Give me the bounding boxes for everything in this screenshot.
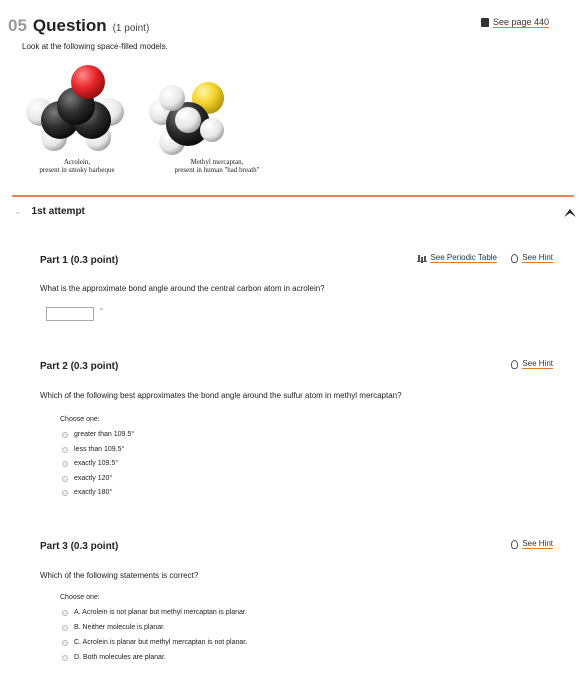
part-1-hint-link[interactable] bbox=[511, 253, 553, 263]
part-2-choose-label: Choose one: bbox=[60, 416, 100, 423]
part-2-option[interactable] bbox=[62, 475, 112, 482]
book-icon bbox=[481, 18, 489, 27]
part-2-option[interactable] bbox=[62, 446, 124, 453]
question-intro: Look at the following space-filled models. bbox=[22, 42, 168, 51]
methyl-mercaptan-model bbox=[149, 82, 224, 155]
periodic-table-link[interactable] bbox=[417, 253, 497, 263]
chevron-down-icon[interactable]: ⌄ bbox=[14, 206, 22, 216]
option-label: C. Acrolein is planar but methyl mercaptan is not planar. bbox=[74, 639, 248, 646]
radio-button[interactable] bbox=[62, 640, 68, 646]
option-label: exactly 109.5° bbox=[74, 460, 119, 467]
radio-button[interactable] bbox=[62, 461, 68, 467]
option-label: greater than 109.5° bbox=[74, 431, 135, 438]
collapse-arrow-icon[interactable] bbox=[563, 206, 577, 218]
option-label: A. Acrolein is not planar but methyl mercaptan is planar. bbox=[74, 609, 247, 616]
periodic-table-label: See Periodic Table bbox=[430, 253, 497, 262]
answer-degree-suffix: ° bbox=[100, 308, 103, 315]
acrolein-name: Acrolein, bbox=[63, 158, 91, 166]
question-number: 05 bbox=[8, 16, 27, 35]
question-points: (1 point) bbox=[112, 23, 150, 34]
attempt-header[interactable] bbox=[14, 206, 85, 217]
see-page-link[interactable] bbox=[481, 17, 549, 28]
radio-button[interactable] bbox=[62, 490, 68, 496]
part-3-option[interactable] bbox=[62, 639, 247, 646]
part-1-hint-label: See Hint bbox=[522, 253, 553, 262]
lightbulb-icon bbox=[511, 254, 518, 263]
radio-button[interactable] bbox=[62, 447, 68, 453]
section-divider bbox=[12, 195, 574, 197]
part-2-option[interactable] bbox=[62, 431, 134, 438]
option-label: exactly 120° bbox=[74, 475, 113, 482]
radio-button[interactable] bbox=[62, 432, 68, 438]
radio-button[interactable] bbox=[62, 625, 68, 631]
part-2-title: Part 2 (0.3 point) bbox=[40, 361, 119, 372]
part-2-option[interactable] bbox=[62, 460, 118, 467]
molecule-models bbox=[12, 62, 292, 182]
methyl-mercaptan-note: present in human "bad breath" bbox=[174, 166, 260, 174]
part-3-option[interactable] bbox=[62, 609, 247, 616]
radio-button[interactable] bbox=[62, 610, 68, 616]
methyl-mercaptan-name: Methyl mercaptan, bbox=[190, 158, 244, 166]
part-1-prompt: What is the approximate bond angle around the central carbon atom in acrolein? bbox=[40, 284, 325, 293]
part-3-hint-link[interactable] bbox=[511, 539, 553, 549]
part-3-option[interactable] bbox=[62, 624, 165, 631]
part-2-hint-link[interactable] bbox=[511, 359, 553, 369]
molecule-models-image bbox=[12, 62, 292, 160]
part-3-choose-label: Choose one: bbox=[60, 594, 100, 601]
acrolein-note: present in smoky barbeque bbox=[39, 166, 115, 174]
part-2-prompt: Which of the following best approximates the bond angle around the sulfur atom in methyl mercaptan? bbox=[40, 391, 402, 400]
question-title: Question bbox=[32, 16, 107, 35]
option-label: D. Both molecules are planar. bbox=[74, 654, 166, 661]
acrolein-model bbox=[26, 65, 124, 151]
methyl-mercaptan-caption bbox=[142, 158, 292, 174]
part-3-title: Part 3 (0.3 point) bbox=[40, 541, 119, 552]
see-page-label: See page 440 bbox=[492, 17, 549, 27]
lightbulb-icon bbox=[511, 540, 518, 549]
part-3-hint-label: See Hint bbox=[522, 539, 553, 548]
part-1-title: Part 1 (0.3 point) bbox=[40, 255, 119, 266]
attempt-label: 1st attempt bbox=[31, 206, 85, 217]
option-label: less than 109.5° bbox=[74, 446, 125, 453]
option-label: B. Neither molecule is planar. bbox=[74, 624, 166, 631]
part-3-prompt: Which of the following statements is correct? bbox=[40, 571, 199, 580]
periodic-table-icon bbox=[417, 254, 427, 262]
part-1-answer-input[interactable] bbox=[46, 307, 94, 321]
radio-button[interactable] bbox=[62, 655, 68, 661]
option-label: exactly 180° bbox=[74, 489, 113, 496]
lightbulb-icon bbox=[511, 360, 518, 369]
question-header bbox=[8, 16, 149, 36]
radio-button[interactable] bbox=[62, 476, 68, 482]
part-2-hint-label: See Hint bbox=[522, 359, 553, 368]
acrolein-caption bbox=[12, 158, 142, 174]
part-2-option[interactable] bbox=[62, 489, 112, 496]
part-3-option[interactable] bbox=[62, 654, 166, 661]
